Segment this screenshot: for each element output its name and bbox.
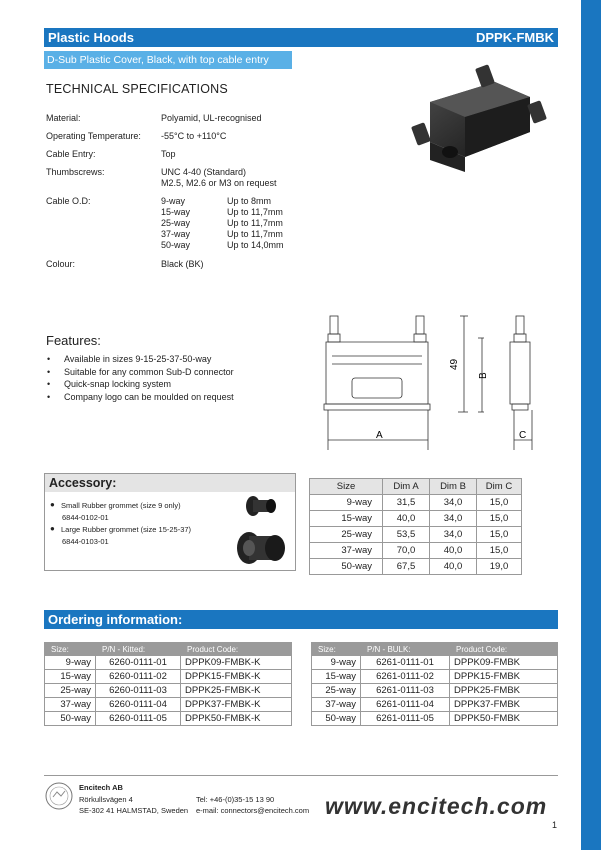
table-cell: 25-way	[310, 527, 383, 543]
dim-c-label: C	[519, 430, 527, 441]
table-row	[310, 527, 522, 543]
table-cell: 37-way	[310, 543, 383, 559]
table-cell: DPPK37-FMBK-K	[181, 698, 292, 712]
table-cell: 15-way	[312, 670, 361, 684]
dimensions-table	[309, 478, 522, 575]
table-cell: DPPK15-FMBK-K	[181, 670, 292, 684]
table-cell: 6260-0111-02	[96, 670, 181, 684]
side-accent-bar	[581, 0, 601, 850]
table-row	[45, 656, 292, 670]
table-cell: 25-way	[45, 684, 96, 698]
table-row	[310, 543, 522, 559]
features-title: Features:	[46, 333, 101, 348]
table-cell: 34,0	[430, 511, 477, 527]
accessory-item-code: 6844-0102-01	[62, 513, 109, 522]
table-header-row	[310, 479, 522, 495]
table-cell: 40,0	[430, 543, 477, 559]
table-cell: 15,0	[477, 495, 522, 511]
table-cell: DPPK50-FMBK-K	[181, 712, 292, 726]
table-cell: 53,5	[383, 527, 430, 543]
column-header: P/N - BULK:	[361, 643, 450, 656]
hood-shape	[411, 64, 547, 172]
table-row	[45, 684, 292, 698]
table-cell: 34,0	[430, 527, 477, 543]
dim-a-label: A	[376, 430, 383, 441]
table-cell: 15,0	[477, 511, 522, 527]
table-row	[312, 684, 558, 698]
table-cell: 9-way	[310, 495, 383, 511]
table-cell: 50-way	[310, 559, 383, 575]
bulk-table	[311, 642, 558, 726]
dim-49-label: 49	[449, 358, 460, 370]
spec-entry-label: Cable Entry:	[46, 149, 96, 159]
table-cell: 6261-0111-01	[361, 656, 450, 670]
spec-thumb-value-1: UNC 4-40 (Standard)	[161, 167, 247, 177]
feature-item: • Available in sizes 9-15-25-37-50-way	[46, 353, 234, 366]
column-header: Size	[310, 479, 383, 495]
accessory-header	[45, 474, 295, 492]
table-cell: 70,0	[383, 543, 430, 559]
website-link[interactable]: www.encitech.com	[325, 793, 548, 819]
table-header-row	[312, 643, 558, 656]
spec-material-label: Material:	[46, 113, 81, 123]
grommet-photos	[235, 492, 291, 570]
ordering-bar	[44, 610, 558, 629]
section-title: Plastic Hoods	[48, 30, 134, 45]
table-row	[310, 511, 522, 527]
table-row	[310, 559, 522, 575]
ordering-title: Ordering information:	[48, 612, 183, 627]
table-cell: 34,0	[430, 495, 477, 511]
spec-od-label: Cable O.D:	[46, 196, 91, 206]
table-cell: DPPK09-FMBK-K	[181, 656, 292, 670]
table-cell: 40,0	[383, 511, 430, 527]
page-number: 1	[552, 820, 558, 830]
table-cell: 6261-0111-02	[361, 670, 450, 684]
table-cell: 31,5	[383, 495, 430, 511]
table-cell: 67,5	[383, 559, 430, 575]
table-cell: 25-way	[312, 684, 361, 698]
accessory-title: Accessory:	[49, 476, 117, 490]
column-header: Product Code:	[181, 643, 292, 656]
table-cell: 6260-0111-04	[96, 698, 181, 712]
table-row	[312, 712, 558, 726]
spec-od-way: 15-way	[161, 207, 191, 217]
column-header: Dim B	[430, 479, 477, 495]
spec-od-way: 25-way	[161, 218, 191, 228]
table-cell: 37-way	[45, 698, 96, 712]
accessory-item-code: 6844-0103-01	[62, 537, 109, 546]
spec-od-up: Up to 11,7mm	[227, 218, 283, 228]
spec-od-way: 37-way	[161, 229, 191, 239]
table-cell: 37-way	[312, 698, 361, 712]
table-cell: DPPK15-FMBK	[450, 670, 558, 684]
table-cell: DPPK50-FMBK	[450, 712, 558, 726]
table-cell: 50-way	[312, 712, 361, 726]
company-seal-icon	[45, 782, 73, 810]
bullet-icon: ●	[50, 500, 55, 509]
table-row	[312, 698, 558, 712]
table-cell: 6261-0111-04	[361, 698, 450, 712]
table-cell: 40,0	[430, 559, 477, 575]
tech-spec-title: TECHNICAL SPECIFICATIONS	[46, 82, 228, 96]
accessory-item-label: Large Rubber grommet (size 15-25-37)	[61, 525, 192, 534]
dim-b-label: B	[478, 372, 489, 379]
table-cell: 15,0	[477, 527, 522, 543]
table-cell: 6260-0111-03	[96, 684, 181, 698]
spec-colour-value: Black (BK)	[161, 259, 204, 269]
spec-entry-value: Top	[161, 149, 176, 159]
accessory-item-label: Small Rubber grommet (size 9 only)	[61, 501, 181, 510]
column-header: Dim C	[477, 479, 522, 495]
feature-item: • Quick-snap locking system	[46, 378, 234, 391]
product-subtitle: D-Sub Plastic Cover, Black, with top cable entry	[44, 51, 292, 69]
spec-od-up: Up to 11,7mm	[227, 207, 283, 217]
table-cell: 6260-0111-05	[96, 712, 181, 726]
table-cell: DPPK09-FMBK	[450, 656, 558, 670]
technical-drawing	[318, 312, 558, 452]
table-cell: 6261-0111-05	[361, 712, 450, 726]
bullet-icon: ●	[50, 524, 55, 533]
table-row	[45, 698, 292, 712]
table-row	[312, 656, 558, 670]
feature-item: • Suitable for any common Sub-D connector	[46, 366, 234, 379]
table-cell: 15,0	[477, 543, 522, 559]
table-cell: 9-way	[312, 656, 361, 670]
column-header: P/N - Kitted:	[96, 643, 181, 656]
spec-colour-label: Colour:	[46, 259, 76, 269]
product-code-title: DPPK-FMBK	[476, 30, 554, 45]
spec-od-way: 50-way	[161, 240, 191, 250]
table-row	[312, 670, 558, 684]
spec-od-up: Up to 14,0mm	[227, 240, 284, 250]
column-header: Product Code:	[450, 643, 558, 656]
accessory-box	[44, 473, 296, 571]
feature-item: • Company logo can be moulded on request	[46, 391, 234, 404]
table-cell: 6261-0111-03	[361, 684, 450, 698]
spec-temp-label: Operating Temperature:	[46, 131, 141, 141]
company-tel: Tel: +46-(0)35-15 13 90	[196, 795, 275, 804]
company-street: Rörkullsvägen 4	[79, 795, 133, 804]
company-city: SE-302 41 HALMSTAD, Sweden	[79, 806, 189, 815]
table-row	[45, 670, 292, 684]
table-cell: 9-way	[45, 656, 96, 670]
column-header: Size:	[45, 643, 96, 656]
features-list	[46, 353, 234, 403]
table-row	[45, 712, 292, 726]
table-cell: 6260-0111-01	[96, 656, 181, 670]
table-cell: 19,0	[477, 559, 522, 575]
column-header: Size:	[312, 643, 361, 656]
spec-thumb-label: Thumbscrews:	[46, 167, 105, 177]
spec-temp-value: -55°C to +110°C	[161, 131, 227, 141]
footer-divider	[44, 775, 558, 776]
table-cell: DPPK37-FMBK	[450, 698, 558, 712]
spec-od-up: Up to 8mm	[227, 196, 272, 206]
spec-thumb-value-2: M2.5, M2.6 or M3 on request	[161, 178, 277, 188]
company-email: e-mail: connectors@encitech.com	[196, 806, 310, 815]
product-photo	[400, 62, 560, 182]
table-row	[310, 495, 522, 511]
spec-material-value: Polyamid, UL-recognised	[161, 113, 262, 123]
table-cell: 50-way	[45, 712, 96, 726]
column-header: Dim A	[383, 479, 430, 495]
company-name: Encitech AB	[79, 783, 123, 792]
header-bar	[44, 28, 558, 47]
spec-od-way: 9-way	[161, 196, 186, 206]
spec-od-up: Up to 11,7mm	[227, 229, 283, 239]
table-cell: DPPK25-FMBK-K	[181, 684, 292, 698]
kitted-table	[44, 642, 292, 726]
table-cell: 15-way	[45, 670, 96, 684]
table-cell: DPPK25-FMBK	[450, 684, 558, 698]
table-header-row	[45, 643, 292, 656]
table-cell: 15-way	[310, 511, 383, 527]
